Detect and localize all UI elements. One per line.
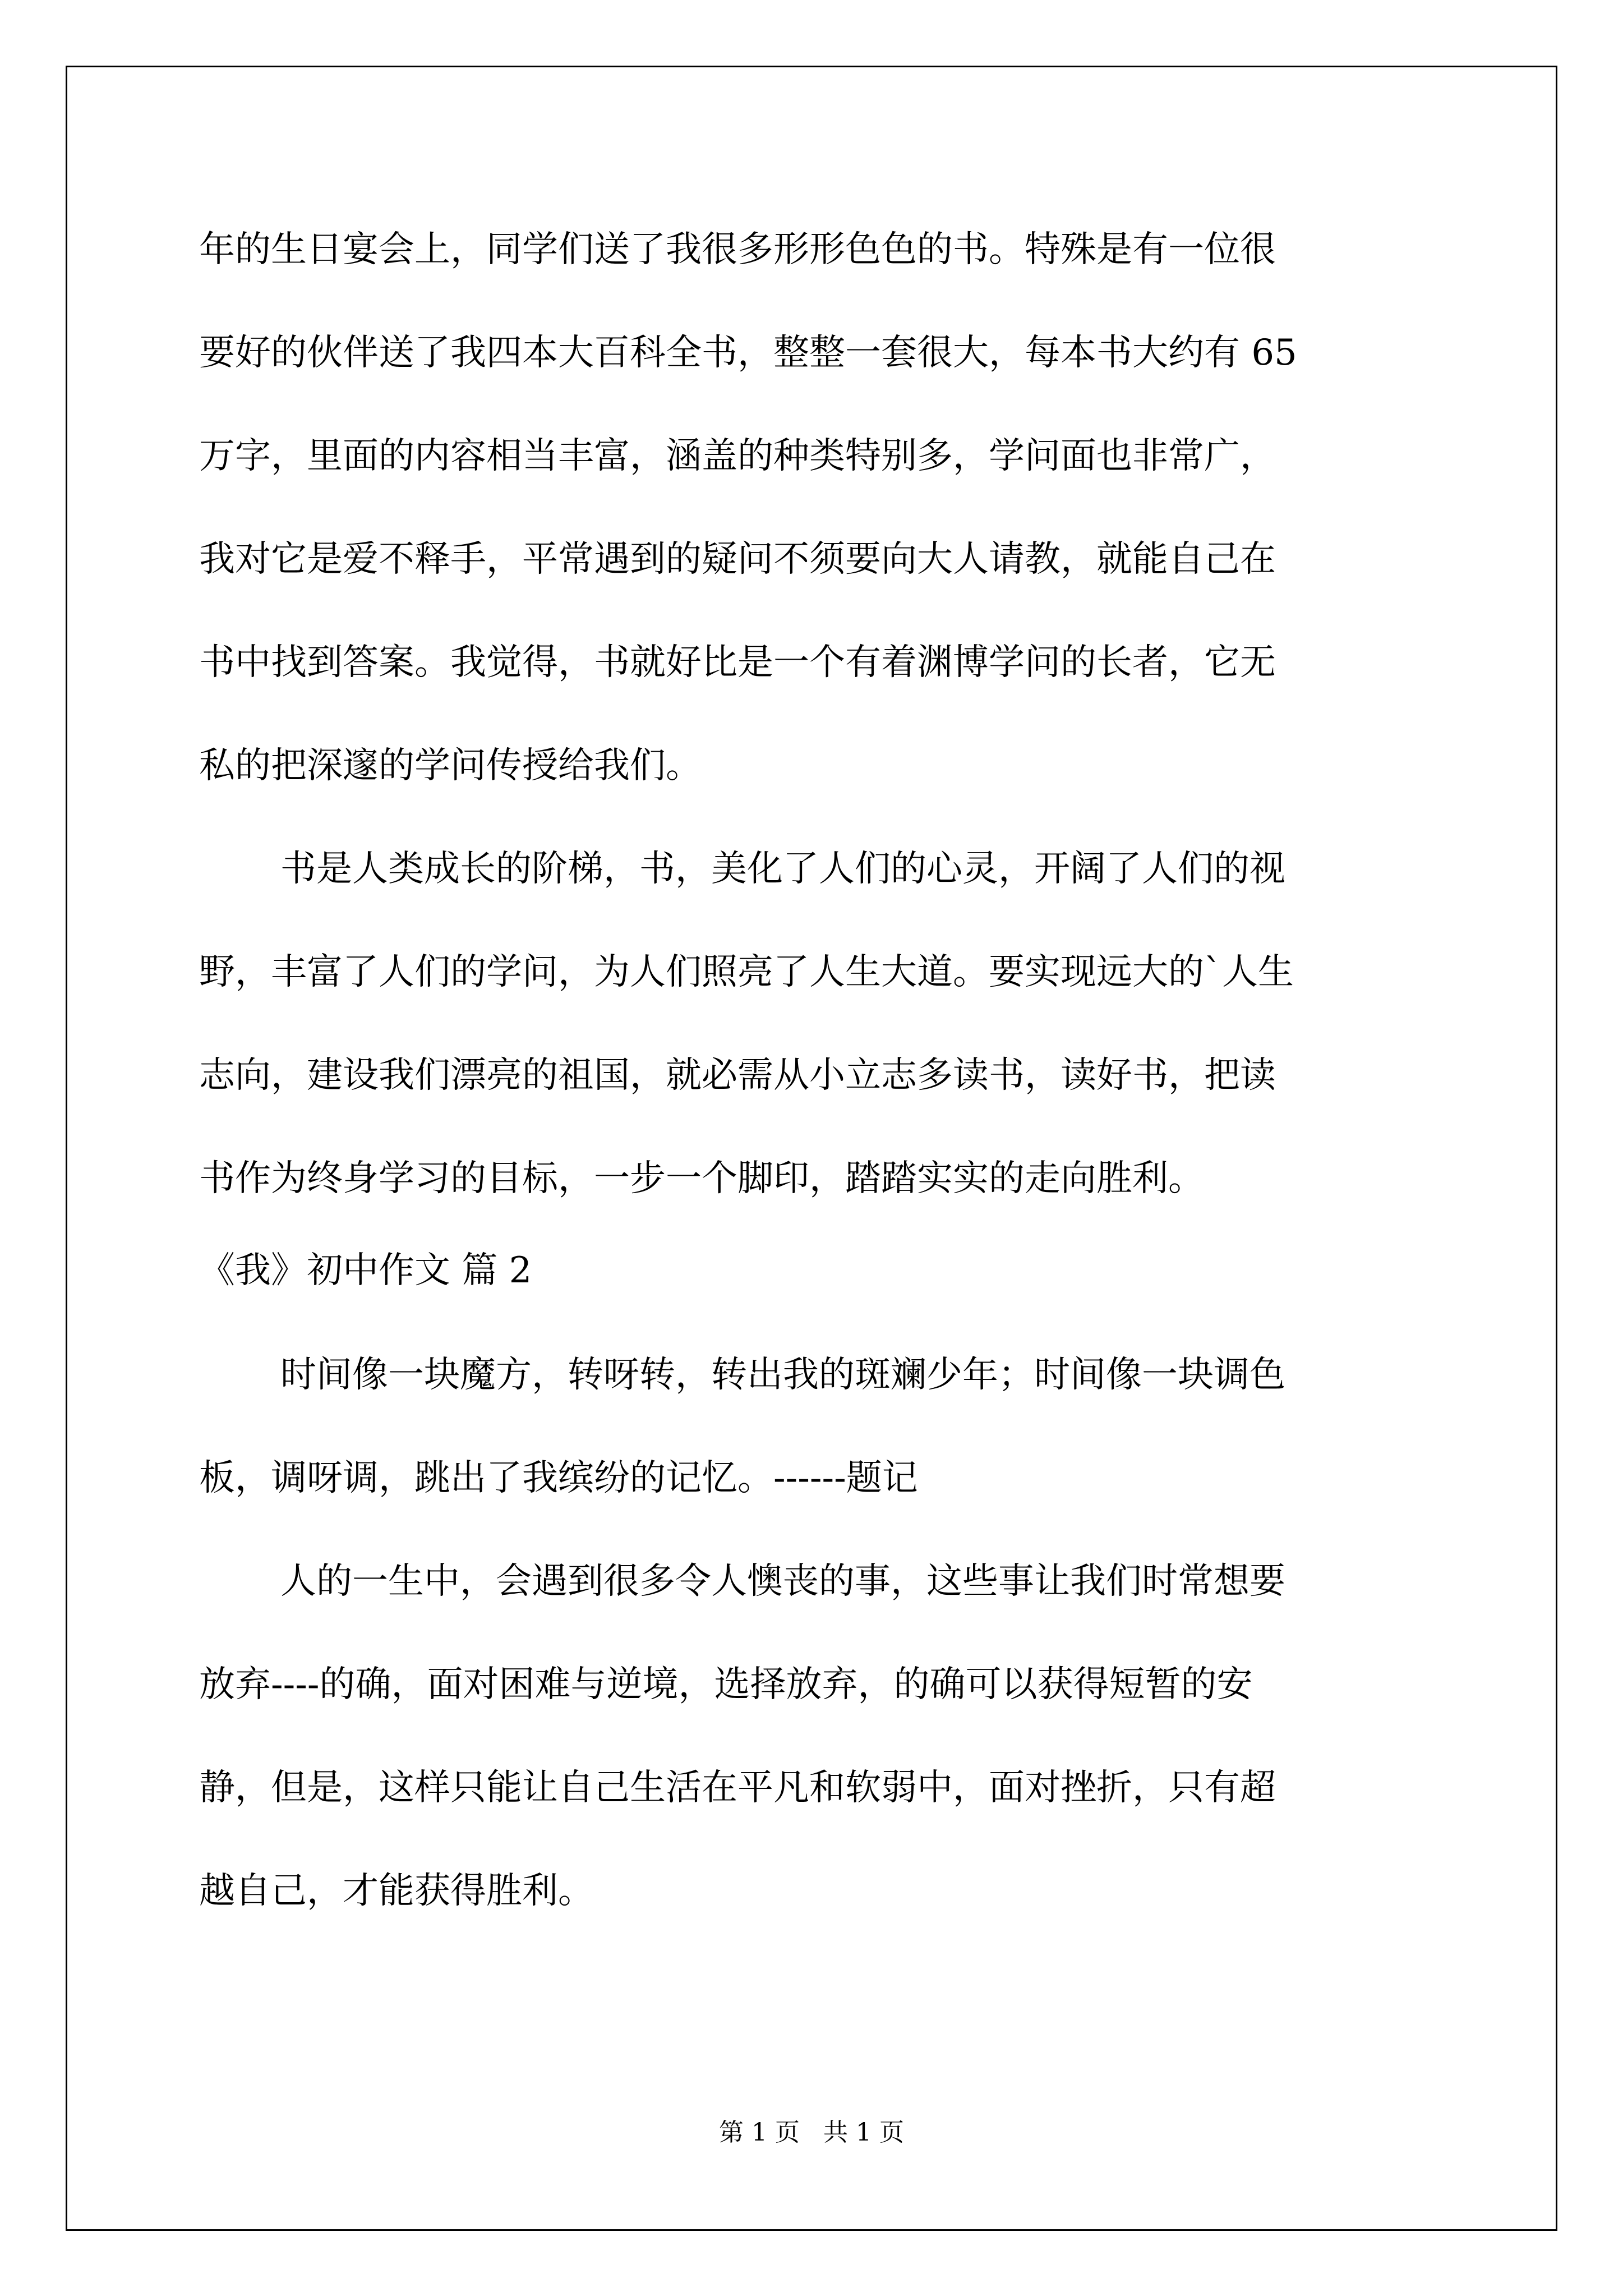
paragraph-first-line: 书是人类成长的阶梯，书，美化了人们的心灵，开阔了人们的视 — [280, 848, 1285, 890]
text-line: 放弃----的确，面对困难与逆境，选择放弃，的确可以获得短暂的安 — [199, 1664, 1253, 1705]
text-line: 私的把深邃的学问传授给我们。 — [199, 745, 702, 786]
text-line: 年的生日宴会上，同学们送了我很多形形色色的书。特殊是有一位很 — [199, 229, 1276, 270]
text-line: 我对它是爱不释手，平常遇到的疑问不须要向大人请教，就能自己在 — [199, 539, 1276, 580]
text-line: 静，但是，这样只能让自己生活在平凡和软弱中，面对挫折，只有超 — [199, 1767, 1276, 1809]
text-line: 万字，里面的内容相当丰富，涵盖的种类特别多，学问面也非常广， — [199, 435, 1276, 477]
paragraph-first-line: 人的一生中，会遇到很多令人懊丧的事，这些事让我们时常想要 — [280, 1561, 1285, 1602]
text-line: 野，丰富了人们的学问，为人们照亮了人生大道。要实现远大的`人生 — [199, 951, 1294, 993]
text-line: 要好的伙伴送了我四本大百科全书，整整一套很大，每本书大约有 65 — [199, 332, 1297, 374]
page-footer: 第 1 页 共 1 页 — [719, 2118, 904, 2147]
text-line: 书中找到答案。我觉得，书就好比是一个有着渊博学问的长者，它无 — [199, 642, 1276, 683]
section-heading: 《我》初中作文 篇 2 — [199, 1250, 532, 1291]
text-line: 志向，建设我们漂亮的祖国，就必需从小立志多读书，读好书，把读 — [199, 1055, 1276, 1096]
paragraph-first-line: 时间像一块魔方，转呀转，转出我的斑斓少年；时间像一块调色 — [280, 1354, 1285, 1396]
text-line: 板，调呀调，跳出了我缤纷的记忆。------题记 — [199, 1457, 918, 1499]
text-line: 书作为终身学习的目标，一步一个脚印，踏踏实实的走向胜利。 — [199, 1158, 1204, 1199]
text-line: 越自己，才能获得胜利。 — [199, 1870, 594, 1912]
